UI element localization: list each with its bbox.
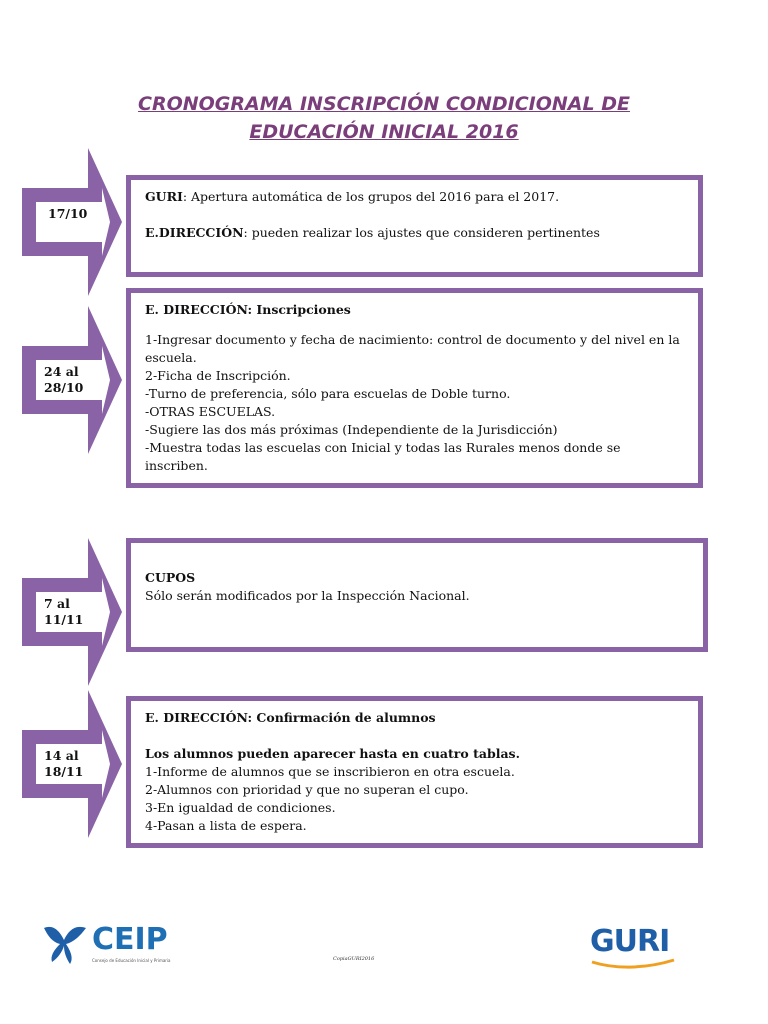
step-box-3 xyxy=(126,538,708,652)
step-box-4 xyxy=(126,696,703,848)
date-label-end: 11/11 xyxy=(44,612,84,627)
date-label-start: 14 al xyxy=(44,748,79,763)
ribbon-icon xyxy=(40,922,90,966)
ceip-logo xyxy=(40,922,190,968)
date-label-start: 24 al xyxy=(44,364,79,379)
guri-logo xyxy=(588,924,678,968)
list-item: 1-Informe de alumnos que se inscribieron en otra escuela. xyxy=(145,764,515,779)
page-title xyxy=(0,90,768,146)
step-box-1 xyxy=(126,175,703,277)
date-arrow-3 xyxy=(22,538,122,686)
date-label-start: 7 al xyxy=(44,596,70,611)
list-item: 1-Ingresar documento y fecha de nacimiento: control de documento y del nivel en la xyxy=(145,332,680,347)
date-label-end: 28/10 xyxy=(44,380,84,395)
step-heading: CUPOS xyxy=(145,570,196,585)
list-item: -Muestra todas las escuelas con Inicial y todas las Rurales menos donde se xyxy=(145,440,621,455)
step-box-2 xyxy=(126,288,703,488)
list-item: -Sugiere las dos más próximas (Independiente de la Jurisdicción) xyxy=(145,422,558,437)
guri-text: : Apertura automática de los grupos del 2016 para el 2017. xyxy=(182,189,560,204)
title-line-2: EDUCACIÓN INICIAL 2016 xyxy=(249,121,519,143)
direccion-text: : pueden realizar los ajustes que consideren pertinentes xyxy=(243,225,600,240)
direccion-label: E.DIRECCIÓN xyxy=(145,225,244,240)
date-arrow-1 xyxy=(22,148,122,296)
list-item: 2-Ficha de Inscripción. xyxy=(145,368,291,383)
step-heading: E. DIRECCIÓN: Confirmación de alumnos xyxy=(145,710,436,725)
ceip-subtitle: Consejo de Educación Inicial y Primaria xyxy=(92,958,171,963)
step-heading: E. DIRECCIÓN: Inscripciones xyxy=(145,302,351,317)
ceip-name: CEIP xyxy=(92,922,168,957)
date-arrow-2 xyxy=(22,306,122,454)
date-label-end: 18/11 xyxy=(44,764,84,779)
list-item: 3-En igualdad de condiciones. xyxy=(145,800,336,815)
list-item: 2-Alumnos con prioridad y que no superan el cupo. xyxy=(145,782,469,797)
swoosh-icon xyxy=(588,958,678,970)
guri-label: GURI xyxy=(145,189,183,204)
list-item: -OTRAS ESCUELAS. xyxy=(145,404,276,419)
guri-logo-text: GURI xyxy=(590,924,670,959)
step-subheading: Los alumnos pueden aparecer hasta en cuatro tablas. xyxy=(145,746,520,761)
list-item: 4-Pasan a lista de espera. xyxy=(145,818,307,833)
date-arrow-4 xyxy=(22,690,122,838)
list-item: inscriben. xyxy=(145,458,208,473)
arrow-shape-icon xyxy=(22,148,122,296)
footer-note: CopiaGURI2016 xyxy=(333,956,375,962)
step-text: Sólo serán modificados por la Inspección Nacional. xyxy=(145,588,470,603)
list-item: -Turno de preferencia, sólo para escuelas de Doble turno. xyxy=(145,386,511,401)
title-line-1: CRONOGRAMA INSCRIPCIÓN CONDICIONAL DE xyxy=(138,93,630,115)
list-item: escuela. xyxy=(145,350,197,365)
date-label: 17/10 xyxy=(48,206,88,221)
